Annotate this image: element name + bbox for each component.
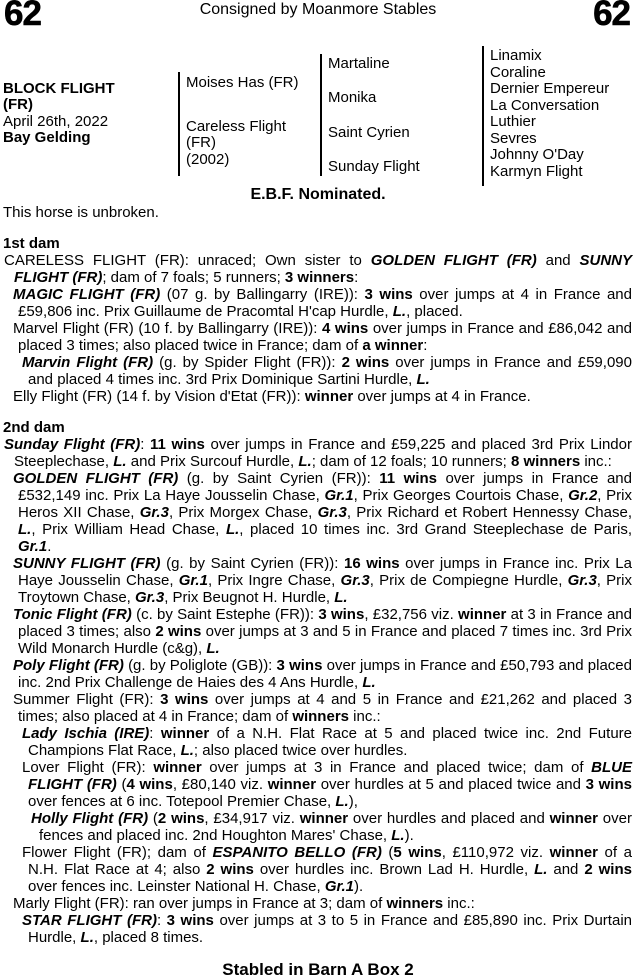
- generation2-name: Saint Cyrien: [328, 123, 410, 141]
- text-run: Elly Flight (FR) (14 f. by Vision d'Etat (FR)):: [13, 388, 305, 405]
- text-run: ).: [354, 878, 364, 895]
- text-run: winner: [549, 810, 598, 827]
- text-run: Lover Flight (FR):: [22, 759, 154, 776]
- generation3-name: La Conversation: [490, 96, 600, 114]
- text-run: at 3 in France and placed 3 times; also: [18, 606, 632, 640]
- text-run: Flower Flight (FR); dam of: [22, 844, 213, 861]
- text-run: Gr.3: [340, 572, 370, 589]
- text-run: 5 wins: [393, 844, 442, 861]
- text-run: Gr.3: [317, 504, 347, 521]
- text-run: (g. by Saint Cyrien (FR)):: [178, 470, 380, 487]
- generation3-name: Linamix: [490, 47, 542, 64]
- generation3-name: Luthier: [490, 113, 536, 131]
- sire-name: Moises Has (FR): [186, 74, 299, 91]
- text-run: , Prix Richard et Robert Hennessy Chase,: [346, 504, 633, 521]
- text-run: Gr.3: [135, 589, 165, 606]
- generation2-name: Sunday Flight: [328, 158, 420, 176]
- pedigree-paragraph: [3, 606, 632, 657]
- text-run: 4 wins: [322, 320, 369, 337]
- text-run: L.: [335, 793, 349, 810]
- text-run: (g. by Spider Flight (FR)):: [153, 354, 342, 371]
- text-run: , Prix Morgex Chase,: [168, 504, 318, 521]
- text-run: 16 wins: [343, 555, 400, 572]
- generation2-name: Martaline: [328, 55, 390, 72]
- generation3-name: Karmyn Flight: [490, 162, 583, 180]
- text-run: 3 wins: [585, 776, 632, 793]
- text-run: over jumps at 3 to 5 in France and £85,890 inc. Prix Durtain Hurdle,: [28, 912, 632, 946]
- text-run: over jumps in France and £86,042 and placed 3 times; also placed twice in France; dam of: [18, 320, 632, 354]
- pedigree-paragraph: [3, 725, 632, 759]
- text-run: 2 wins: [341, 354, 390, 371]
- pedigree-paragraph: [3, 810, 632, 844]
- text-run: Gr.1: [18, 538, 48, 555]
- text-run: over jumps in France inc. Prix La Haye Jousselin Chase,: [18, 555, 632, 589]
- text-run: ).: [404, 827, 414, 844]
- consignor-line: Consigned by Moanmore Stables: [199, 1, 437, 18]
- pedigree-divider-2: [320, 54, 322, 176]
- text-run: (g. by Poliglote (GB)):: [123, 657, 277, 674]
- text-run: over jumps in France and £59,225 and placed 3rd Prix Lindor Steeplechase,: [14, 436, 632, 470]
- text-run: and: [536, 252, 580, 269]
- horse-name-line1: BLOCK FLIGHT: [3, 80, 115, 97]
- pedigree-paragraph: [3, 470, 632, 555]
- text-run: L.: [225, 521, 240, 538]
- generation3-name: Sevres: [490, 129, 537, 147]
- text-run: ; dam of 12 foals; 10 runners;: [311, 453, 511, 470]
- pedigree-paragraph: [3, 286, 632, 320]
- dam-section-heading: 2nd dam: [3, 419, 65, 436]
- generation2-list: [328, 56, 478, 194]
- pedigree-paragraph: [3, 555, 632, 606]
- unbroken-notice: This horse is unbroken.: [3, 204, 159, 221]
- pedigree-paragraph: [3, 895, 632, 912]
- text-run: winner: [267, 776, 317, 793]
- text-run: :: [354, 269, 359, 286]
- text-run: :: [140, 436, 151, 453]
- text-run: CARELESS FLIGHT (FR): unraced; Own sister to: [4, 252, 371, 269]
- text-run: over jumps at 3 in France and placed twice; dam of: [201, 759, 592, 776]
- text-run: L.: [334, 589, 348, 606]
- text-run: Marvel Flight (FR) (10 f. by Ballingarry (IRE)):: [13, 320, 323, 337]
- text-run: over hurdles and placed and: [348, 810, 550, 827]
- text-run: , £32,756 viz.: [364, 606, 459, 623]
- stabling-notice: Stabled in Barn A Box 2: [222, 960, 414, 979]
- text-run: L.: [391, 827, 405, 844]
- text-run: Poly Flight (FR): [13, 657, 124, 674]
- text-run: L.: [80, 929, 94, 946]
- text-run: Lady Ischia (IRE): [22, 725, 150, 742]
- text-run: of a N.H. Flat Race at 4; also: [28, 844, 632, 878]
- text-run: over jumps at 4 in France and £59,806 inc. Prix Guillaume de Pracomtal H'cap Hurdle,: [18, 286, 632, 320]
- text-run: , placed 10 times inc. 3rd Grand Steeplechase de Paris,: [239, 521, 632, 538]
- pedigree-text: [3, 235, 632, 946]
- pedigree-paragraph: [3, 844, 632, 895]
- text-run: over jumps at 4 and 5 in France and £21,262 and placed 3 times; also placed at 4 in France; dam of: [18, 691, 632, 725]
- generation3-name: Johnny O'Day: [490, 146, 584, 164]
- generation3-list: [490, 48, 636, 180]
- text-run: MAGIC FLIGHT (FR): [13, 286, 161, 303]
- text-run: 3 winners: [284, 269, 355, 286]
- dam-name-block: [186, 119, 316, 168]
- text-run: 3 wins: [364, 286, 413, 303]
- text-run: , Prix Ingre Chase,: [207, 572, 341, 589]
- text-run: BLUE FLIGHT (FR): [28, 759, 632, 793]
- text-run: L.: [18, 521, 32, 538]
- text-run: winner: [549, 844, 598, 861]
- text-run: Sunday Flight (FR): [4, 436, 141, 453]
- text-run: over jumps at 3 and 5 in France and placed 7 times inc. 3rd Prix Wild Monarch Hurdle (c&g),: [18, 623, 632, 657]
- pedigree-paragraph: [3, 657, 632, 691]
- text-run: over jumps in France and £50,793 and placed inc. 2nd Prix Challenge de Haies des 4 Ans Hurdle,: [18, 657, 632, 691]
- text-run: over hurdles inc. Brown Lad H. Hurdle,: [253, 861, 535, 878]
- pedigree-paragraph: [3, 912, 632, 946]
- text-run: winner: [304, 388, 354, 405]
- text-run: , Prix Georges Courtois Chase,: [353, 487, 569, 504]
- pedigree-paragraph: [3, 354, 632, 388]
- pedigree-paragraph: [3, 388, 632, 405]
- text-run: Gr.3: [139, 504, 169, 521]
- horse-sex-colour: Bay Gelding: [3, 128, 91, 146]
- text-run: 3 wins: [166, 912, 214, 929]
- text-run: :: [423, 337, 428, 354]
- horse-details: [3, 81, 173, 146]
- text-run: Summer Flight (FR):: [13, 691, 161, 708]
- text-run: L.: [113, 453, 127, 470]
- text-run: Tonic Flight (FR): [13, 606, 132, 623]
- pedigree-paragraph: [3, 691, 632, 725]
- text-run: over jumps in France and £532,149 inc. Prix La Haye Jousselin Chase,: [18, 470, 632, 504]
- text-run: , Prix de Compiegne Hurdle,: [369, 572, 568, 589]
- text-run: over hurdles at 5 and placed twice and: [316, 776, 586, 793]
- text-run: winners: [292, 708, 349, 725]
- pedigree-divider-3: [482, 46, 484, 186]
- text-run: over jumps in France and £59,090 and placed 4 times inc. 3rd Prix Dominique Sartini Hurdle,: [28, 354, 632, 388]
- text-run: 2 wins: [206, 861, 254, 878]
- text-run: 8 winners: [510, 453, 581, 470]
- text-run: , placed.: [406, 303, 463, 320]
- text-run: winner: [153, 759, 202, 776]
- text-run: , Prix William Head Chase,: [31, 521, 226, 538]
- text-run: GOLDEN FLIGHT (FR): [370, 252, 537, 269]
- horse-foaling-date: April 26th, 2022: [3, 112, 109, 130]
- text-run: winner: [299, 810, 349, 827]
- text-run: inc.:: [580, 453, 612, 470]
- text-run: L.: [392, 303, 407, 320]
- text-run: inc.:: [443, 895, 475, 912]
- dam-name-line: (2002): [186, 150, 230, 168]
- text-run: over fences and placed inc. 2nd Houghton Mares' Chase,: [39, 810, 632, 844]
- text-run: L.: [362, 674, 376, 691]
- pedigree-text-block: [3, 204, 632, 946]
- text-run: inc.:: [349, 708, 381, 725]
- text-run: L.: [416, 371, 430, 388]
- text-run: Gr.2: [568, 487, 598, 504]
- pedigree-paragraph: [3, 759, 632, 810]
- text-run: over fences inc. Leinster National H. Chase,: [28, 878, 325, 895]
- text-run: (07 g. by Ballingarry (IRE)):: [160, 286, 365, 303]
- text-run: Gr.3: [567, 572, 597, 589]
- text-run: GOLDEN FLIGHT (FR): [13, 470, 179, 487]
- text-run: Marly Flight (FR): ran over jumps in France at 3; dam of: [13, 895, 387, 912]
- text-run: SUNNY FLIGHT (FR): [13, 555, 161, 572]
- text-run: L.: [180, 742, 194, 759]
- text-run: ; dam of 7 foals; 5 runners;: [102, 269, 285, 286]
- text-run: a winner: [362, 337, 424, 354]
- pedigree-paragraph: [3, 436, 632, 470]
- generation2-name: Monika: [328, 89, 377, 107]
- dam-name-line: (FR): [186, 134, 216, 152]
- text-run: , Prix Beugnot H. Hurdle,: [164, 589, 335, 606]
- pedigree-paragraph: [3, 320, 632, 354]
- generation3-name: Coraline: [490, 63, 546, 81]
- text-run: 3 wins: [160, 691, 209, 708]
- text-run: SUNNY FLIGHT (FR): [14, 252, 633, 286]
- text-run: ),: [348, 793, 358, 810]
- text-run: 2 wins: [584, 861, 632, 878]
- horse-name-line2: (FR): [3, 96, 33, 114]
- catalog-number-left: 62: [4, 0, 41, 33]
- text-run: Gr.1: [324, 487, 354, 504]
- text-run: (c. by Saint Estephe (FR)):: [131, 606, 319, 623]
- text-run: winners: [386, 895, 444, 912]
- dam-section-heading: 1st dam: [3, 235, 60, 252]
- text-run: Gr.1: [178, 572, 208, 589]
- text-run: L.: [298, 453, 312, 470]
- ebf-notice: E.B.F. Nominated.: [250, 186, 386, 203]
- text-run: and Prix Surcouf Hurdle,: [126, 453, 299, 470]
- text-run: (: [116, 776, 127, 793]
- text-run: , £110,972 viz.: [441, 844, 550, 861]
- text-run: L.: [206, 640, 220, 657]
- text-run: 2 wins: [157, 810, 205, 827]
- text-run: 2 wins: [155, 623, 202, 640]
- pedigree-paragraph: [3, 252, 632, 286]
- text-run: winner: [160, 725, 210, 742]
- text-run: Marvin Flight (FR): [22, 354, 154, 371]
- text-run: 11 wins: [379, 470, 437, 487]
- text-run: of a N.H. Flat Race at 5 and placed twice inc. 2nd Future Champions Flat Race,: [28, 725, 632, 759]
- text-run: over fences at 6 inc. Totepool Premier Chase,: [28, 793, 336, 810]
- text-run: 4 wins: [126, 776, 173, 793]
- pedigree-divider-1: [178, 72, 180, 176]
- text-run: L.: [534, 861, 548, 878]
- text-run: , placed 8 times.: [93, 929, 204, 946]
- text-run: (: [381, 844, 394, 861]
- generation3-name: Dernier Empereur: [490, 80, 610, 98]
- catalog-number-right: 62: [593, 0, 630, 33]
- text-run: 3 wins: [318, 606, 365, 623]
- text-run: (: [148, 810, 158, 827]
- text-run: (g. by Saint Cyrien (FR)):: [160, 555, 344, 572]
- text-run: :: [156, 912, 167, 929]
- text-run: :: [149, 725, 161, 742]
- text-run: and: [547, 861, 585, 878]
- text-run: ; also placed twice over hurdles.: [193, 742, 408, 759]
- text-run: 11 wins: [150, 436, 205, 453]
- text-run: Holly Flight (FR): [31, 810, 149, 827]
- text-run: , £34,917 viz.: [204, 810, 300, 827]
- text-run: over jumps at 4 in France.: [353, 388, 531, 405]
- text-run: , Prix Heros XII Chase,: [18, 487, 632, 521]
- text-run: ESPANITO BELLO (FR): [212, 844, 382, 861]
- text-run: winner: [458, 606, 507, 623]
- text-run: 3 wins: [276, 657, 323, 674]
- text-run: .: [47, 538, 52, 555]
- text-run: , £80,140 viz.: [172, 776, 268, 793]
- text-run: Gr.1: [324, 878, 355, 895]
- text-run: STAR FLIGHT (FR): [22, 912, 157, 929]
- dam-name-line: Careless Flight: [186, 118, 287, 135]
- text-run: , Prix Troytown Chase,: [18, 572, 633, 606]
